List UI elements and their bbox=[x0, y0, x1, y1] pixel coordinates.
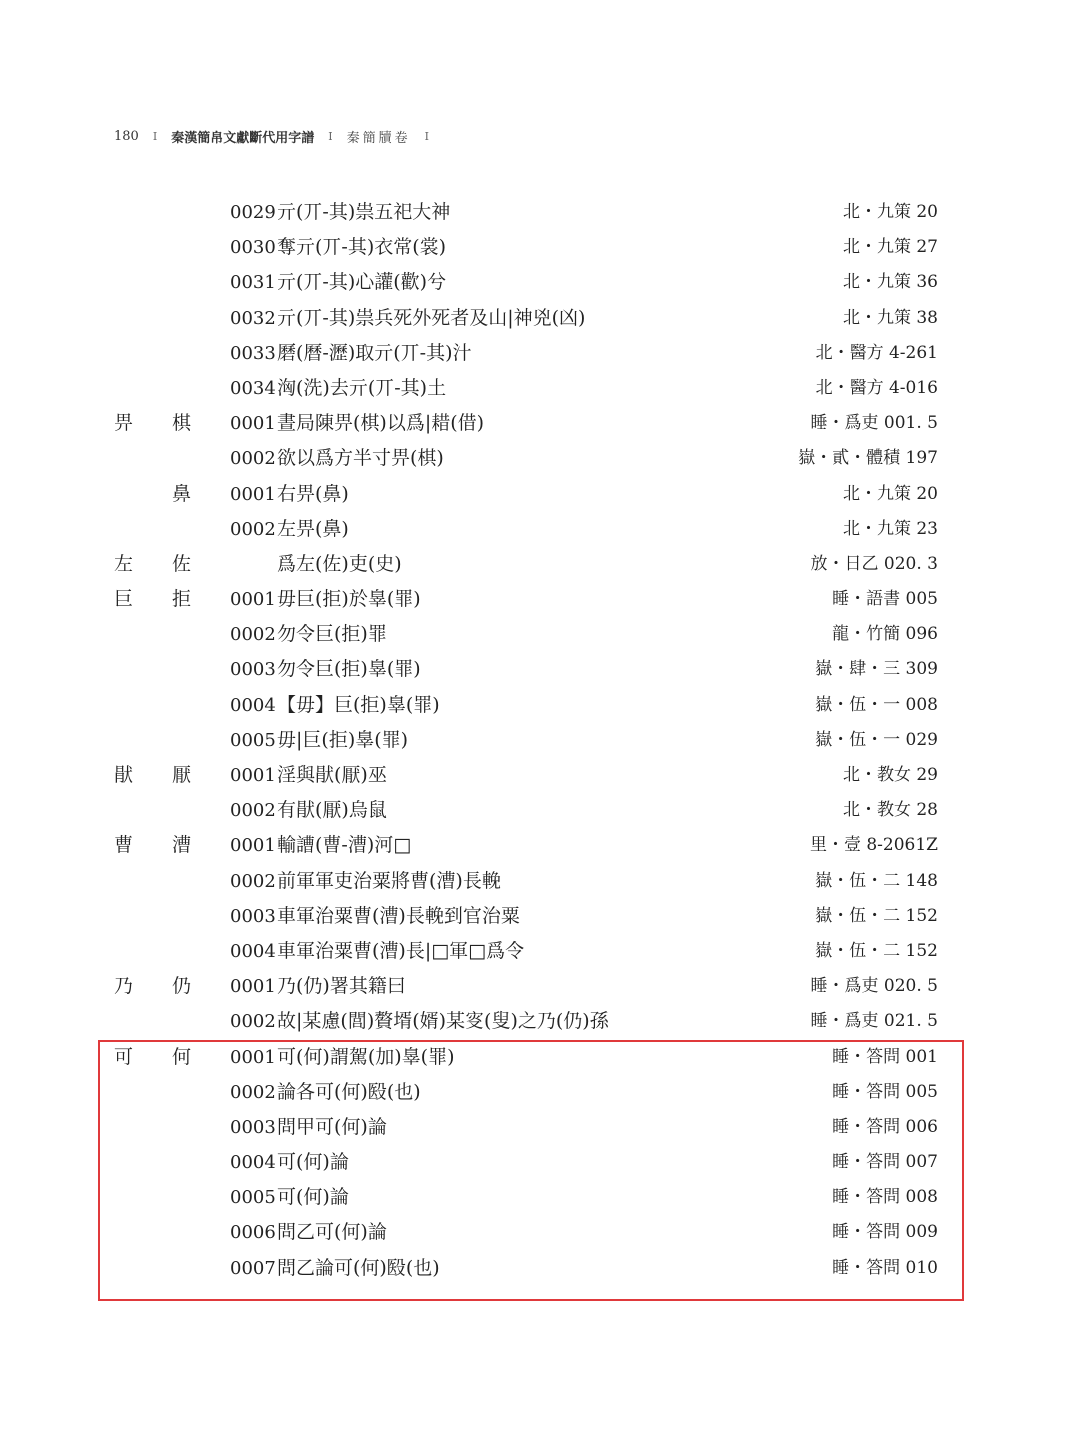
entry-number: 0002 bbox=[230, 448, 276, 470]
target-char: 仍 bbox=[172, 975, 192, 998]
entry-source: 嶽・伍・二 148 bbox=[815, 870, 938, 891]
entry-number: 0002 bbox=[230, 1011, 276, 1033]
entry-text: 毋|巨(拒)辠(罪) bbox=[277, 728, 409, 751]
borrowed-char: 巨 bbox=[114, 588, 134, 611]
entry-source: 睡・答問 001 bbox=[832, 1046, 938, 1067]
entry-text: 右畀(鼻) bbox=[277, 482, 349, 505]
entry-row bbox=[0, 336, 1080, 371]
entry-text: 欲以爲方半寸畀(棋) bbox=[277, 447, 444, 470]
entry-number: 0005 bbox=[230, 1187, 276, 1209]
entry-row bbox=[0, 969, 1080, 1004]
entry-text: 可(何)論 bbox=[277, 1186, 349, 1209]
entry-text: 論各可(何)殹(也) bbox=[277, 1080, 421, 1103]
entry-source: 北・九策 23 bbox=[842, 518, 938, 539]
target-char: 佐 bbox=[172, 552, 192, 575]
entry-text: 故|某慮(閭)贅壻(婿)某叜(叟)之乃(仍)孫 bbox=[277, 1010, 609, 1033]
entry-number: 0005 bbox=[230, 729, 276, 751]
entry-source: 嶽・伍・一 008 bbox=[815, 694, 938, 715]
entry-row bbox=[0, 688, 1080, 723]
entry-source: 睡・答問 009 bbox=[832, 1222, 938, 1243]
entry-text: 【毋】巨(拒)辠(罪) bbox=[277, 693, 440, 716]
entry-number: 0001 bbox=[230, 976, 276, 998]
entry-text: 洶(洗)去亓(丌-其)土 bbox=[277, 376, 447, 399]
entry-row bbox=[0, 864, 1080, 899]
entry-row bbox=[0, 441, 1080, 476]
entry-number: 0007 bbox=[230, 1257, 276, 1279]
entry-row bbox=[0, 1004, 1080, 1039]
page-number: 180 bbox=[114, 129, 139, 144]
entry-number: 0004 bbox=[230, 1152, 276, 1174]
entry-number: 0003 bbox=[230, 1116, 276, 1138]
entry-row bbox=[0, 265, 1080, 300]
entry-text: 毋巨(拒)於辠(罪) bbox=[277, 588, 421, 611]
entry-number: 0001 bbox=[230, 589, 276, 611]
entry-text: 車軍治粟曹(漕)長輓到官治粟 bbox=[277, 904, 520, 927]
borrowed-char: 可 bbox=[114, 1045, 134, 1068]
entry-text: 亓(丌-其)心讙(歡)兮 bbox=[277, 271, 447, 294]
target-char: 拒 bbox=[172, 588, 192, 611]
entry-text: 淫與猒(厭)巫 bbox=[277, 764, 387, 786]
entry-row bbox=[0, 582, 1080, 617]
entry-row bbox=[0, 899, 1080, 934]
entry-number: 0004 bbox=[230, 940, 276, 962]
entry-number: 0001 bbox=[230, 413, 276, 435]
entry-row bbox=[0, 406, 1080, 441]
entry-number: 0002 bbox=[230, 800, 276, 822]
entry-source: 北・九策 20 bbox=[842, 202, 938, 222]
entry-source: 北・九策 20 bbox=[842, 483, 938, 504]
entry-number: 0006 bbox=[230, 1222, 276, 1244]
entry-row bbox=[0, 371, 1080, 406]
entry-source: 睡・答問 007 bbox=[832, 1152, 938, 1173]
entry-source: 北・醫方 4-261 bbox=[815, 342, 938, 363]
entry-source: 北・教女 28 bbox=[842, 800, 938, 821]
entry-text: 輸䜊(曹-漕)河□ bbox=[277, 834, 412, 857]
entry-row bbox=[0, 793, 1080, 828]
entry-text: 問乙可(何)論 bbox=[277, 1221, 387, 1244]
entry-text: 爲左(佐)吏(史) bbox=[277, 552, 402, 575]
borrowed-char: 左 bbox=[114, 552, 134, 575]
header-separator: I bbox=[328, 130, 333, 143]
entry-number: 0002 bbox=[230, 870, 276, 892]
entry-row bbox=[0, 934, 1080, 969]
entry-text: 車軍治粟曹(漕)長|□軍□爲令 bbox=[277, 939, 525, 962]
entry-source: 睡・答問 005 bbox=[832, 1081, 938, 1102]
target-char: 漕 bbox=[172, 834, 192, 857]
entry-text: 亓(丌-其)祟五祀大神 bbox=[277, 201, 451, 223]
entry-source: 嶽・肆・三 309 bbox=[815, 659, 938, 680]
entry-text: 問甲可(何)論 bbox=[277, 1115, 387, 1138]
target-char: 棋 bbox=[172, 412, 192, 435]
entry-source: 嶽・伍・一 029 bbox=[815, 729, 938, 750]
entry-row bbox=[0, 477, 1080, 512]
entry-row bbox=[0, 617, 1080, 652]
entry-text: 勿令巨(拒)罪 bbox=[277, 623, 387, 646]
entry-text: 可(何)謂駕(加)辠(罪) bbox=[277, 1045, 455, 1068]
entry-number: 0001 bbox=[230, 483, 276, 505]
entry-text: 左畀(鼻) bbox=[277, 517, 349, 540]
entry-row bbox=[0, 547, 1080, 582]
entry-row bbox=[0, 512, 1080, 547]
entry-source: 嶽・伍・二 152 bbox=[815, 940, 938, 961]
entry-source: 睡・答問 006 bbox=[832, 1116, 938, 1137]
book-title: 秦漢簡帛文獻斷代用字譜 bbox=[171, 131, 315, 146]
entry-source: 嶽・伍・二 152 bbox=[815, 905, 938, 926]
entry-source: 龍・竹簡 096 bbox=[832, 624, 938, 645]
entry-number: 0034 bbox=[230, 377, 276, 399]
entry-text: 乃(仍)署其籍曰 bbox=[277, 975, 406, 998]
entry-number: 0002 bbox=[230, 624, 276, 646]
entry-source: 嶽・貳・體積 197 bbox=[798, 448, 938, 469]
entry-source: 北・九策 36 bbox=[842, 272, 938, 293]
entry-source: 北・醫方 4-016 bbox=[815, 377, 938, 398]
entry-text: 可(何)論 bbox=[277, 1151, 349, 1174]
target-char: 鼻 bbox=[172, 482, 192, 505]
entry-number: 0031 bbox=[230, 272, 276, 294]
entry-text: 亓(丌-其)祟兵死外死者及山|神兇(凶) bbox=[277, 306, 586, 329]
running-head bbox=[114, 127, 443, 146]
target-char: 厭 bbox=[172, 764, 192, 786]
entry-row bbox=[0, 723, 1080, 758]
section-title: 秦簡牘卷 bbox=[346, 131, 411, 146]
entry-source: 放・日乙 020. 3 bbox=[810, 553, 938, 574]
entry-number: 0002 bbox=[230, 1081, 276, 1103]
entry-number: 0002 bbox=[230, 518, 276, 540]
entry-source: 睡・答問 010 bbox=[832, 1257, 938, 1278]
entry-number: 0001 bbox=[230, 835, 276, 857]
borrowed-char: 猒 bbox=[114, 764, 134, 786]
entry-source: 北・九策 38 bbox=[842, 307, 938, 328]
entry-text: 勿令巨(拒)辠(罪) bbox=[277, 658, 421, 681]
entry-text: 問乙論可(何)殹(也) bbox=[277, 1256, 440, 1279]
entry-row bbox=[0, 301, 1080, 336]
entry-text: 晝局陳畀(棋)以爲|耤(借) bbox=[277, 412, 485, 435]
borrowed-char: 乃 bbox=[114, 975, 134, 998]
entry-row bbox=[0, 230, 1080, 265]
entry-row bbox=[0, 652, 1080, 687]
entry-number: 0003 bbox=[230, 659, 276, 681]
entry-number: 0030 bbox=[230, 237, 276, 259]
entry-text: 磿(曆-瀝)取亓(丌-其)汁 bbox=[277, 341, 472, 364]
borrowed-char: 畀 bbox=[114, 412, 134, 435]
entry-number: 0032 bbox=[230, 307, 276, 329]
highlight-box bbox=[98, 1040, 964, 1301]
entry-row bbox=[0, 758, 1080, 793]
entry-text: 奪亓(丌-其)衣常(裳) bbox=[277, 236, 447, 259]
entry-text: 有猒(厭)烏鼠 bbox=[277, 799, 387, 822]
header-separator: I bbox=[152, 130, 158, 143]
entry-source: 睡・爲吏 021. 5 bbox=[810, 1011, 938, 1032]
entry-source: 睡・答問 008 bbox=[832, 1187, 938, 1208]
entry-number: 0001 bbox=[230, 765, 276, 786]
entry-source: 睡・爲吏 020. 5 bbox=[810, 976, 938, 997]
header-separator: I bbox=[424, 130, 429, 143]
entry-text: 前軍軍吏治粟將曹(漕)長輓 bbox=[277, 869, 501, 892]
entry-source: 睡・語書 005 bbox=[832, 589, 938, 610]
entry-row bbox=[0, 195, 1080, 230]
entry-number: 0004 bbox=[230, 694, 276, 716]
borrowed-char: 曹 bbox=[114, 834, 134, 857]
target-char: 何 bbox=[172, 1045, 192, 1068]
entry-source: 北・九策 27 bbox=[842, 237, 938, 258]
entry-number: 0001 bbox=[230, 1046, 276, 1068]
entry-source: 睡・爲吏 001. 5 bbox=[810, 413, 938, 434]
entry-number: 0029 bbox=[230, 202, 276, 223]
entry-source: 里・壹 8-2061Z bbox=[809, 835, 938, 856]
entry-number: 0033 bbox=[230, 342, 276, 364]
entry-row bbox=[0, 828, 1080, 863]
entry-source: 北・教女 29 bbox=[842, 765, 938, 785]
entry-number: 0003 bbox=[230, 905, 276, 927]
